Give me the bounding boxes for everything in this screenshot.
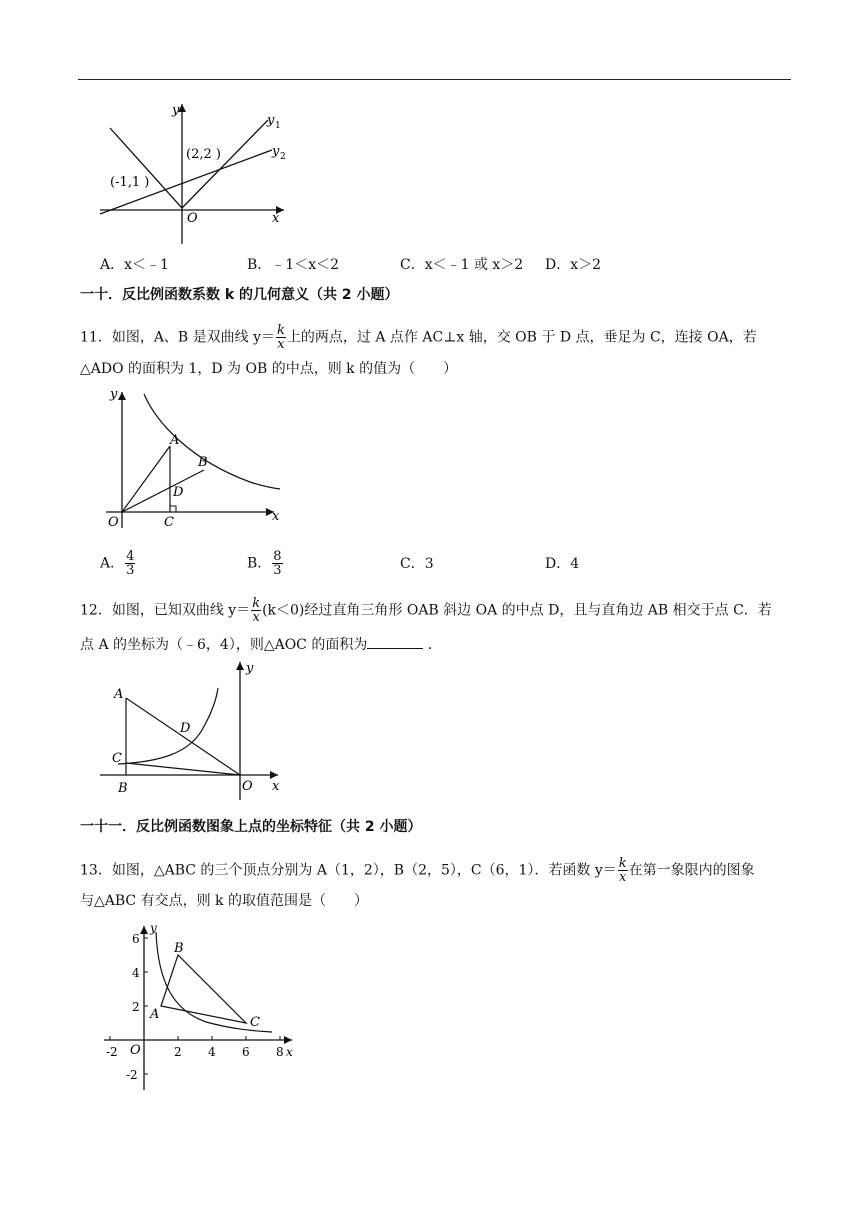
q13-fraction: $\frac{k}{x}$ [618, 856, 627, 885]
q11-line1-b: 上的两点，过 A 点作 AC⊥x 轴，交 OB 于 D 点，垂足为 C，连接 OA，若 [286, 329, 757, 346]
q13-line1-b: 在第一象限内的图象 [628, 862, 755, 879]
q10-option-d: D．x＞2 [545, 257, 602, 273]
q11-line1-a: 11．如图，A、B 是双曲线 y＝ [80, 329, 276, 346]
q12-line1-b: (k＜0)经过直角三角形 OAB 斜边 OA 的中点 D，且与直角边 AB 相交于点 C．若 [262, 602, 772, 619]
q11-o-label: O [108, 515, 119, 530]
q12-a-label: A [114, 687, 124, 702]
q12-line2-a: 点 A 的坐标为（﹣6，4），则△AOC 的面积为 [80, 637, 368, 653]
q10-point1-label: (2,2 ) [186, 147, 221, 162]
q10-line2-sub: 2 [280, 152, 286, 162]
q13-y-label: y [150, 921, 157, 935]
q11-right-angle [170, 506, 176, 512]
q11-option-c: C．3 [400, 556, 434, 572]
q11-x-label: x [272, 509, 280, 524]
q10-line2-label: y [272, 144, 280, 159]
q12-d-label: D [180, 721, 191, 736]
q13-y-arrow [140, 926, 148, 934]
q11-line1 [80, 324, 757, 351]
q12-y-arrow [236, 662, 244, 670]
q12-b-label: B [118, 781, 128, 796]
q10-x-label: x [272, 211, 280, 226]
q12-segment-oc [126, 763, 240, 775]
q11-hyperbola [144, 394, 250, 482]
q12-y-label: y [246, 661, 254, 676]
q12-segment-oa [126, 698, 240, 775]
q13-line1 [80, 857, 755, 884]
q11-y-arrow [118, 392, 126, 400]
q12-line1-a: 12．如图，已知双曲线 y＝ [80, 602, 251, 619]
q12-x-arrow [270, 771, 278, 779]
q10-line-y1 [110, 120, 268, 208]
q12-x-label: x [272, 779, 280, 794]
q10-option-a: A．x＜﹣1 [100, 257, 169, 273]
q12-line1 [80, 597, 772, 624]
q10-line1-label: y [267, 113, 275, 128]
q11-option-b-fraction: $\frac{8}{3}$ [273, 549, 282, 578]
q12-c-label: C [112, 751, 122, 766]
q13-o-label: O [130, 1043, 141, 1058]
q13-xtick-label-neg2: -2 [106, 1045, 118, 1059]
q11-a-label: A [170, 433, 180, 448]
q11-line2: △ADO 的面积为 1，D 为 OB 的中点，则 k 的值为（ ） [80, 361, 458, 377]
q11-y-label: y [110, 387, 118, 402]
q10-line1-sub: 1 [275, 121, 281, 131]
q11-segment-oa [122, 446, 170, 512]
q13-xtick-label-8: 8 [276, 1045, 284, 1059]
q13-ytick-label-2: 2 [132, 1000, 140, 1014]
q13-line2: 与△ABC 有交点，则 k 的取值范围是（ ） [80, 893, 368, 909]
q12-o-label: O [242, 779, 253, 794]
section-title-10: 一十．反比例函数系数 k 的几何意义（共 2 小题） [80, 287, 399, 303]
q13-b-label: B [174, 941, 184, 956]
q13-ytick-label-6: 6 [132, 932, 140, 946]
q11-fraction: $\frac{k}{x}$ [277, 323, 285, 352]
q13-ytick-label-4: 4 [132, 966, 140, 980]
q11-hyperbola-tail [250, 482, 280, 489]
q13-xtick-label-4: 4 [208, 1045, 216, 1059]
q10-y-label: y [172, 103, 180, 118]
q11-option-d: D．4 [545, 556, 580, 572]
q13-ytick-label-neg2: -2 [126, 1068, 138, 1082]
q11-segment-ob [122, 470, 204, 512]
q13-xtick-label-2: 2 [174, 1045, 182, 1059]
q10-figure [96, 98, 296, 248]
q13-c-label: C [250, 1015, 260, 1030]
q13-xtick-label-6: 6 [242, 1045, 250, 1059]
q10-point2-label: (-1,1 ) [110, 175, 150, 190]
q13-x-label: x [286, 1045, 293, 1059]
q11-d-label: D [173, 485, 184, 500]
q12-line2-b: ． [427, 637, 442, 653]
q11-c-label: C [164, 515, 174, 530]
header-rule [78, 79, 791, 80]
q13-a-label: A [150, 1007, 160, 1022]
q10-option-b: B．﹣1＜x＜2 [247, 257, 339, 273]
q10-origin-label: O [187, 211, 198, 226]
q12-fraction: $\frac{k}{x}$ [252, 596, 261, 625]
q13-line1-a: 13．如图，△ABC 的三个顶点分别为 A（1，2），B（2，5），C（6，1）．若函数 y＝ [80, 862, 617, 879]
q13-triangle-abc [161, 955, 246, 1023]
q13-figure [96, 920, 306, 1095]
q11-option-b: B． $\frac{8}{3}$ [247, 549, 282, 578]
q12-answer-blank [367, 634, 423, 649]
q11-figure [100, 382, 290, 532]
q11-option-a: A． $\frac{4}{3}$ [100, 549, 135, 578]
q13-x-arrow [284, 1036, 292, 1044]
q11-option-a-fraction: $\frac{4}{3}$ [126, 549, 135, 578]
q11-b-label: B [198, 455, 208, 470]
q10-option-c: C．x＜﹣1 或 x＞2 [400, 257, 524, 273]
section-title-11: 一十一．反比例函数图象上点的坐标特征（共 2 小题） [80, 819, 422, 835]
q12-line2 [80, 634, 442, 655]
q12-figure [98, 658, 288, 803]
